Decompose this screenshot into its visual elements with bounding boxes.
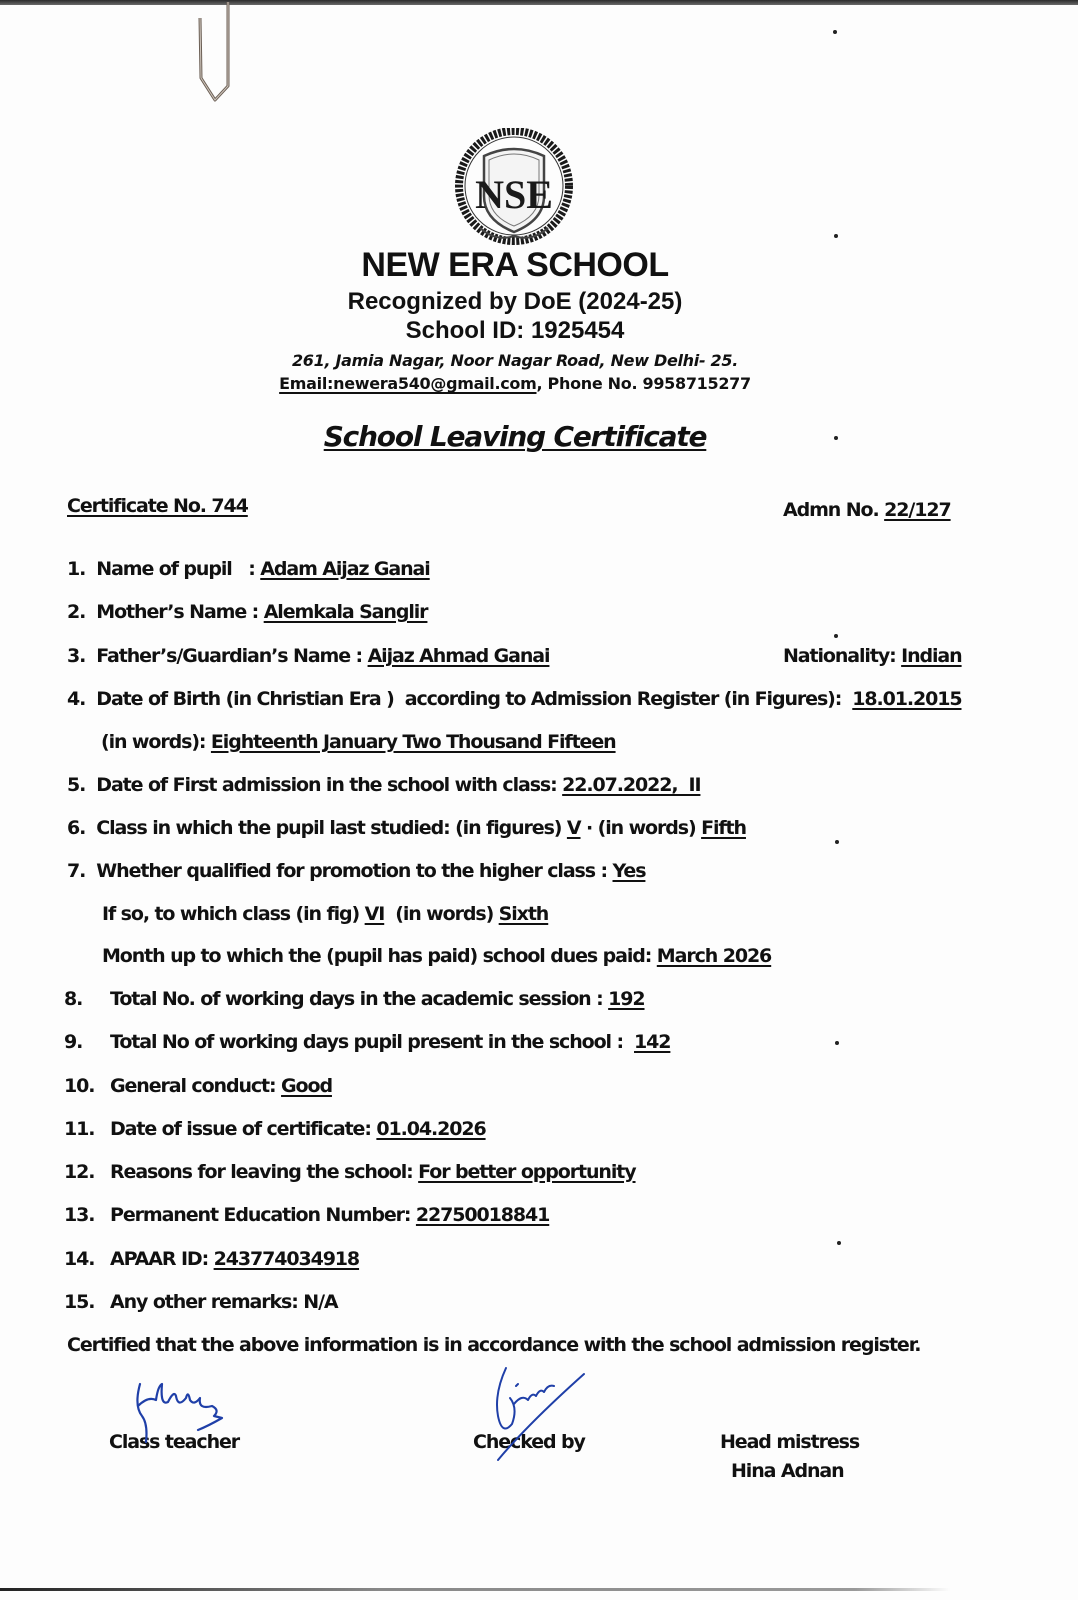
item-value: 192 (608, 988, 645, 1010)
item-number: 4. (67, 688, 86, 710)
school-phone: , Phone No. 9958715277 (536, 374, 751, 393)
item-label: Total No of working days pupil present in the school : (110, 1031, 635, 1053)
paper-clip-icon (195, 0, 245, 105)
school-email: Email:newera540@gmail.com (279, 374, 537, 393)
scan-speck (834, 234, 838, 238)
item-number: 11. (64, 1118, 95, 1140)
item-4-dob-in-words (101, 731, 616, 753)
item-11-issue-date (64, 1118, 486, 1140)
paper-bottom-edge (0, 1588, 950, 1591)
item-label: Date of Birth (in Christian Era ) according to Admission Register (in Figures): (96, 688, 853, 710)
nationality-label: Nationality: (783, 645, 902, 667)
item-1-name-of-pupil (67, 558, 430, 580)
item-10-conduct (64, 1075, 332, 1097)
item-number: 1. (67, 558, 86, 580)
item-sublabel: (in words): (101, 731, 211, 753)
class-teacher-signature-icon (128, 1376, 238, 1446)
item-number: 10. (64, 1075, 95, 1097)
item-submid: (in words) (384, 903, 499, 925)
item-label: Father’s/Guardian’s Name : (96, 645, 368, 667)
item-label: Whether qualified for promotion to the higher class : (96, 860, 613, 882)
paper-top-edge (0, 0, 1078, 5)
item-3-fathers-name (67, 645, 549, 667)
item-sub2label: Month up to which the (pupil has paid) school dues paid: (102, 945, 657, 967)
item-5-first-admission (67, 774, 700, 796)
school-id: School ID: 1925454 (405, 317, 625, 344)
recognition: Recognized by DoE (2024-25) (347, 288, 683, 315)
item-13-pen (64, 1204, 549, 1226)
logo-letters: NSE (475, 172, 553, 217)
checked-by-signature-icon (488, 1364, 598, 1464)
item-label: Permanent Education Number: (110, 1204, 416, 1226)
nationality-value: Indian (901, 645, 962, 667)
school-logo-icon (450, 128, 578, 246)
item-value: Yes (612, 860, 646, 882)
item-value: For better opportunity (418, 1161, 636, 1183)
item-7-promoted-class (102, 903, 548, 925)
item-subvalue: VI (364, 903, 385, 925)
item-label: Date of issue of certificate: (110, 1118, 377, 1140)
item-value: Alemkala Sanglir (263, 601, 428, 623)
nationality (783, 645, 962, 667)
item-14-apaar-id (64, 1248, 359, 1270)
item-number: 7. (67, 860, 86, 882)
scan-speck (835, 1041, 839, 1045)
item-label: Total No. of working days in the academic session : (110, 988, 609, 1010)
item-number: 13. (64, 1204, 95, 1226)
item-label: Mother’s Name : (96, 601, 264, 623)
item-value: V (566, 817, 581, 839)
item-4-date-of-birth (67, 688, 961, 710)
item-value2: Fifth (701, 817, 746, 839)
item-number: 3. (67, 645, 86, 667)
school-address: 261, Jamia Nagar, Noor Nagar Road, New Delhi- 25. (291, 351, 739, 370)
item-value: Aijaz Ahmad Ganai (367, 645, 550, 667)
checked-by-label: Checked by (473, 1431, 585, 1453)
item-7-promotion (67, 860, 645, 882)
admission-number-value: 22/127 (884, 499, 951, 521)
item-2-mothers-name (67, 601, 427, 623)
item-number: 15. (64, 1291, 95, 1313)
certificate-title-text: School Leaving Certificate (323, 420, 707, 453)
certificate-title (0, 420, 1030, 453)
item-number: 6. (67, 817, 86, 839)
school-contact (0, 374, 1030, 393)
item-6-last-class (67, 817, 746, 839)
item-number: 12. (64, 1161, 95, 1183)
item-label: Name of pupil : (96, 558, 261, 580)
item-label: Class in which the pupil last studied: (in figures) (96, 817, 567, 839)
item-number: 8. (64, 988, 83, 1010)
item-subvalue2: Sixth (498, 903, 549, 925)
item-label: Date of First admission in the school with class: (96, 774, 563, 796)
item-value: 22.07.2022, II (562, 774, 701, 796)
admission-number-label: Admn No. (783, 499, 885, 521)
item-label: APAAR ID: (110, 1248, 214, 1270)
item-value: Good (281, 1075, 332, 1097)
scan-speck (835, 840, 839, 844)
item-sub2value: March 2026 (656, 945, 772, 967)
scan-speck (834, 436, 838, 440)
scan-speck (833, 30, 837, 34)
certification-statement: Certified that the above information is in accordance with the school admission register. (67, 1334, 921, 1356)
item-label: Any other remarks: N/A (110, 1291, 338, 1313)
head-mistress-label: Head mistress (720, 1431, 860, 1453)
certificate-number-text: Certificate No. 744 (67, 495, 248, 517)
item-9-days-present (64, 1031, 670, 1053)
school-name: NEW ERA SCHOOL (361, 246, 669, 284)
admission-number (783, 499, 951, 521)
item-12-reason (64, 1161, 636, 1183)
item-8-working-days (64, 988, 645, 1010)
item-value: 243774034918 (213, 1248, 360, 1270)
class-teacher-label: Class teacher (109, 1431, 240, 1453)
head-mistress-name: Hina Adnan (731, 1460, 844, 1482)
item-label: General conduct: (110, 1075, 282, 1097)
item-number: 9. (64, 1031, 83, 1053)
item-sublabel: If so, to which class (in fig) (102, 903, 365, 925)
item-number: 5. (67, 774, 86, 796)
item-value: 142 (634, 1031, 671, 1053)
item-value: 18.01.2015 (852, 688, 962, 710)
item-value: 01.04.2026 (376, 1118, 486, 1140)
item-number: 2. (67, 601, 86, 623)
item-number: 14. (64, 1248, 95, 1270)
scan-speck (837, 1241, 841, 1245)
item-value: Adam Aijaz Ganai (260, 558, 430, 580)
item-value: 22750018841 (415, 1204, 550, 1226)
item-midlabel: · (in words) (580, 817, 702, 839)
item-label: Reasons for leaving the school: (110, 1161, 419, 1183)
certificate-number (67, 495, 248, 517)
item-7-dues-paid (102, 945, 771, 967)
item-subvalue: Eighteenth January Two Thousand Fifteen (210, 731, 616, 753)
item-15-remarks (64, 1291, 338, 1313)
scan-speck (834, 634, 838, 638)
